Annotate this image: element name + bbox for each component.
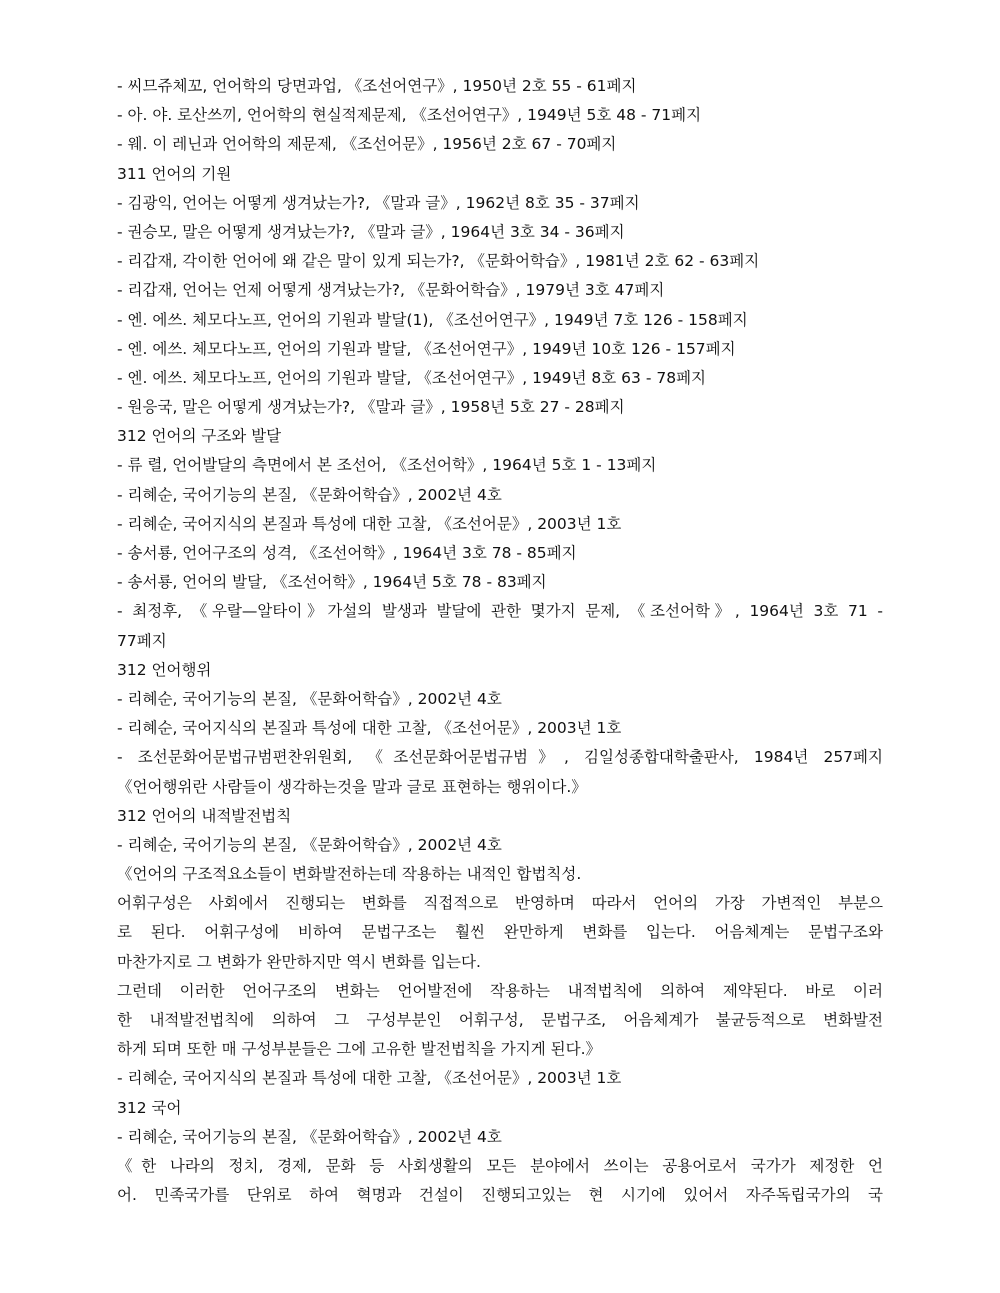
- paragraph-line: 《한 나라의 정치, 경제, 문화 등 사회생활의 모든 분야에서 쓰이는 공용어로서 국가가 제정한 언: [117, 1156, 883, 1175]
- text-line: - 리혜순, 국어기능의 본질, 《문화어학습》, 2002년 4호: [117, 835, 502, 854]
- text-line: 마찬가지로 그 변화가 완만하지만 역시 변화를 입는다.: [117, 952, 481, 971]
- text-line: - 김광익, 언어는 어떻게 생겨났는가?, 《말과 글》, 1962년 8호 35 - 37페지: [117, 193, 640, 212]
- paragraph-line: 로 된다. 어휘구성에 비하여 문법구조는 훨씬 완만하게 변화를 입는다. 어음체계는 문법구조와: [117, 923, 883, 942]
- text-line: - 엔. 에쓰. 체모다노프, 언어의 기원과 발달(1), 《조선어연구》, 1949년 7호 126 - 158페지: [117, 310, 748, 329]
- section-heading: 312 언어의 내적발전법칙: [117, 806, 292, 825]
- paragraph-line: 한 내적발전법칙에 의하여 그 구성부분인 어휘구성, 문법구조, 어음체계가 불균등적으로 변화발전: [117, 1011, 883, 1029]
- text-line: - 원응국, 말은 어떻게 생겨났는가?, 《말과 글》, 1958년 5호 27 - 28페지: [117, 398, 625, 417]
- text-line: - 권승모, 말은 어떻게 생겨났는가?, 《말과 글》, 1964년 3호 34 - 36페지: [117, 222, 625, 241]
- text-line: - 리혜순, 국어기능의 본질, 《문화어학습》, 2002년 4호: [117, 689, 502, 708]
- text-line: - 송서룡, 언어의 발달, 《조선어학》, 1964년 5호 78 - 83페지: [117, 573, 547, 592]
- text-line: - 엔. 에쓰. 체모다노프, 언어의 기원과 발달, 《조선어연구》, 1949년 10호 126 - 157페지: [117, 339, 736, 358]
- text-line: 하게 되며 또한 매 구성부분들은 그에 고유한 발전법칙을 가지게 된다.》: [117, 1040, 602, 1059]
- text-line: - 리갑재, 각이한 언어에 왜 같은 말이 있게 되는가?, 《문화어학습》, 1981년 2호 62 - 63페지: [117, 252, 760, 271]
- section-heading: 312 국어: [117, 1098, 182, 1117]
- text-line: - 리혜순, 국어지식의 본질과 특성에 대한 고찰, 《조선어문》, 2003년 1호: [117, 719, 622, 738]
- text-line: - 류 렬, 언어발달의 측면에서 본 조선어, 《조선어학》, 1964년 5호 1 - 13페지: [117, 456, 657, 475]
- text-line: - 리혜순, 국어지식의 본질과 특성에 대한 고찰, 《조선어문》, 2003년 1호: [117, 1069, 622, 1088]
- text-line: - 리혜순, 국어기능의 본질, 《문화어학습》, 2002년 4호: [117, 1127, 502, 1146]
- text-line: - 아. 야. 로산쓰끼, 언어학의 현실적제문제, 《조선어연구》, 1949년 5호 48 - 71페지: [117, 106, 702, 125]
- text-line: - 씨므쥬체꼬, 언어학의 당면과업, 《조선어연구》, 1950년 2호 55 - 61페지: [117, 77, 637, 95]
- text-line: 《언어의 구조적요소들이 변화발전하는데 작용하는 내적인 합법칙성.: [117, 865, 582, 884]
- text-line: - 리혜순, 국어기능의 본질, 《문화어학습》, 2002년 4호: [117, 485, 502, 504]
- text-line: 77페지: [117, 631, 167, 650]
- text-line: - 웨. 이 레닌과 언어학의 제문제, 《조선어문》, 1956년 2호 67 - 70페지: [117, 135, 617, 154]
- paragraph-line: 어휘구성은 사회에서 진행되는 변화를 직접적으로 반영하며 따라서 언어의 가장 가변적인 부분으: [117, 894, 883, 913]
- text-line: - 리혜순, 국어지식의 본질과 특성에 대한 고찰, 《조선어문》, 2003년 1호: [117, 514, 622, 533]
- section-heading: 312 언어행위: [117, 660, 212, 679]
- paragraph-line: 그런데 이러한 언어구조의 변화는 언어발전에 작용하는 내적법칙에 의하여 제약된다. 바로 이러: [117, 981, 883, 1000]
- paragraph-line: - 조선문화어문법규범편찬위원회, 《조선문화어문법규범》, 김일성종합대학출판사, 1984년 257페지: [117, 748, 883, 767]
- text-line: - 리갑재, 언어는 언제 어떻게 생겨났는가?, 《문화어학습》, 1979년 3호 47페지: [117, 281, 665, 300]
- text-line: - 엔. 에쓰. 체모다노프, 언어의 기원과 발달, 《조선어연구》, 1949년 8호 63 - 78페지: [117, 368, 707, 387]
- document-page: [117, 72, 883, 1210]
- section-heading: 311 언어의 기원: [117, 164, 232, 183]
- text-line: 《언어행위란 사람들이 생각하는것을 말과 글로 표현하는 행위이다.》: [117, 777, 587, 796]
- paragraph-line: 어. 민족국가를 단위로 하여 혁명과 건설이 진행되고있는 현 시기에 있어서 자주독립국가의 국: [117, 1186, 883, 1205]
- text-line: - 송서룡, 언어구조의 성격, 《조선어학》, 1964년 3호 78 - 85페지: [117, 544, 577, 562]
- paragraph-line: - 최정후, 《우랄—알타이》가설의 발생과 발달에 관한 몇가지 문제, 《조선어학》, 1964년 3호 71 -: [117, 602, 883, 621]
- section-heading: 312 언어의 구조와 발달: [117, 427, 282, 446]
